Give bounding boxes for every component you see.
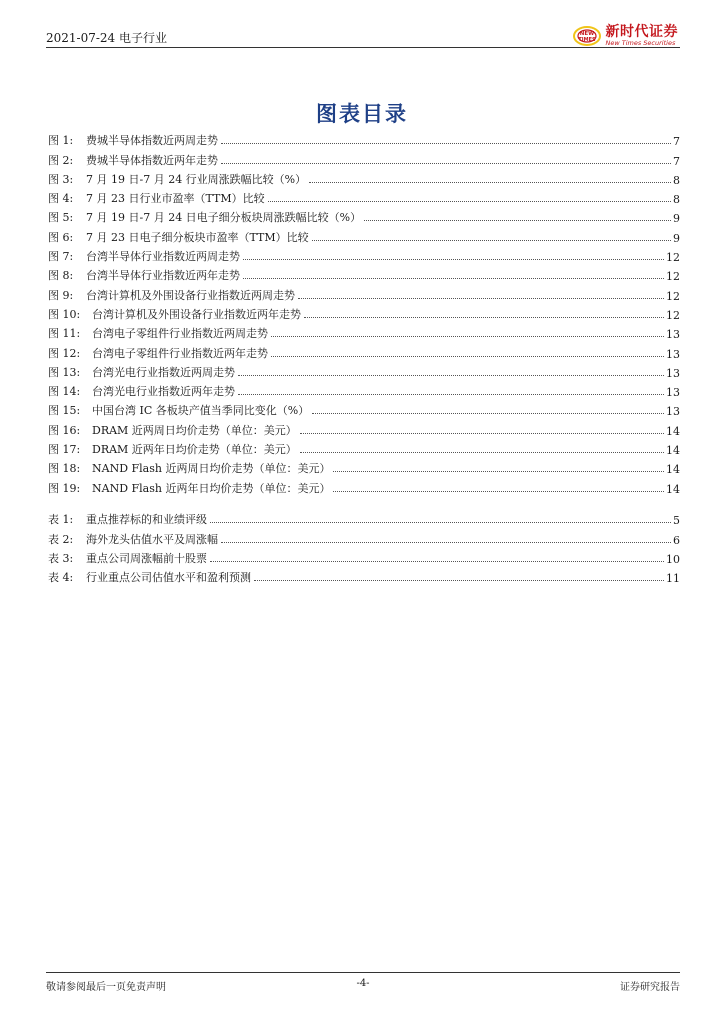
leader-dots <box>300 433 664 434</box>
entry-label: 表 3: <box>48 551 74 565</box>
entry-title: DRAM 近两周日均价走势（单位：美元） <box>92 423 297 437</box>
figure-entry[interactable] <box>48 380 680 399</box>
leader-dots <box>221 143 671 144</box>
entry-label: 图 8: <box>48 269 74 283</box>
figure-list <box>48 129 680 496</box>
entry-page: 14 <box>666 482 680 496</box>
entry-page: 12 <box>666 289 680 303</box>
entry-label: 图 1: <box>48 134 74 148</box>
entry-title: 7 月 23 日行业市盈率（TTM）比较 <box>86 192 265 206</box>
entry-page: 12 <box>666 308 680 322</box>
entry-label: 图 3: <box>48 172 74 186</box>
header-divider <box>46 47 680 48</box>
entry-title: 台湾计算机及外围设备行业指数近两年走势 <box>92 307 301 321</box>
figure-entry[interactable] <box>48 148 680 167</box>
entry-page: 13 <box>666 386 680 400</box>
entry-page: 5 <box>673 514 680 528</box>
report-type: 证券研究报告 <box>620 982 680 993</box>
entry-page: 7 <box>673 135 680 149</box>
entry-label: 图 15: <box>48 404 81 418</box>
entry-page: 12 <box>666 270 680 284</box>
entry-page: 13 <box>666 366 680 380</box>
leader-dots <box>210 522 671 523</box>
entry-page: 8 <box>673 173 680 187</box>
leader-dots <box>221 542 671 543</box>
entry-label: 图 16: <box>48 423 81 437</box>
entry-label: 图 17: <box>48 443 81 457</box>
entry-page: 7 <box>673 154 680 168</box>
page-number: -4- <box>356 978 370 989</box>
footer-divider <box>46 972 680 973</box>
logo-mark-icon <box>572 25 602 47</box>
entry-title: 费城半导体指数近两年走势 <box>86 153 218 167</box>
entry-label: 图 14: <box>48 385 81 399</box>
leader-dots <box>221 163 671 164</box>
logo-english-name: New Times Securities <box>605 39 676 48</box>
entry-title: 台湾电子零组件行业指数近两年走势 <box>92 346 268 360</box>
entry-page: 10 <box>666 552 680 566</box>
leader-dots <box>333 491 664 492</box>
entry-title: 台湾光电行业指数近两周走势 <box>92 365 235 379</box>
entry-page: 13 <box>666 405 680 419</box>
table-entry[interactable] <box>48 508 680 527</box>
entry-page: 9 <box>673 231 680 245</box>
leader-dots <box>271 356 664 357</box>
page-title: 图表目录 <box>316 102 408 126</box>
entry-label: 图 12: <box>48 346 81 360</box>
figure-entry[interactable] <box>48 418 680 437</box>
leader-dots <box>309 182 671 183</box>
entry-page: 14 <box>666 463 680 477</box>
leader-dots <box>312 413 664 414</box>
entry-page: 9 <box>673 212 680 226</box>
figure-entry[interactable] <box>48 476 680 495</box>
entry-page: 6 <box>673 533 680 547</box>
leader-dots <box>243 259 664 260</box>
entry-label: 图 18: <box>48 462 81 476</box>
figure-entry[interactable] <box>48 245 680 264</box>
svg-text:NEW: NEW <box>579 31 594 37</box>
leader-dots <box>238 375 664 376</box>
entry-label: 表 4: <box>48 571 74 585</box>
leader-dots <box>312 240 671 241</box>
disclaimer-note: 敬请参阅最后一页免责声明 <box>46 982 166 993</box>
leader-dots <box>298 298 664 299</box>
page-footer <box>46 978 680 992</box>
table-entry[interactable] <box>48 566 680 585</box>
entry-label: 图 9: <box>48 288 74 302</box>
figure-entry[interactable] <box>48 225 680 244</box>
figure-entry[interactable] <box>48 322 680 341</box>
entry-label: 图 19: <box>48 481 81 495</box>
figure-entry[interactable] <box>48 361 680 380</box>
figure-entry[interactable] <box>48 168 680 187</box>
leader-dots <box>268 201 671 202</box>
entry-page: 13 <box>666 347 680 361</box>
figure-entry[interactable] <box>48 457 680 476</box>
leader-dots <box>243 278 664 279</box>
table-entry[interactable] <box>48 527 680 546</box>
figure-entry[interactable] <box>48 438 680 457</box>
entry-page: 12 <box>666 251 680 265</box>
leader-dots <box>271 336 664 337</box>
figure-entry[interactable] <box>48 341 680 360</box>
entry-page: 11 <box>666 572 680 586</box>
leader-dots <box>238 394 664 395</box>
entry-title: 海外龙头估值水平及周涨幅 <box>86 532 218 546</box>
entry-title: NAND Flash 近两周日均价走势（单位：美元） <box>92 462 331 476</box>
figure-entry[interactable] <box>48 187 680 206</box>
entry-page: 13 <box>666 328 680 342</box>
entry-title: 重点推荐标的和业绩评级 <box>86 513 207 527</box>
leader-dots <box>333 471 664 472</box>
entry-title: 7 月 19 日-7 月 24 行业周涨跌幅比较（%） <box>86 172 307 186</box>
figure-entry[interactable] <box>48 399 680 418</box>
leader-dots <box>254 580 664 581</box>
svg-text:TIMES: TIMES <box>577 37 596 43</box>
entry-label: 表 1: <box>48 513 74 527</box>
leader-dots <box>304 317 664 318</box>
leader-dots <box>210 561 664 562</box>
figure-entry[interactable] <box>48 264 680 283</box>
table-entry[interactable] <box>48 547 680 566</box>
entry-title: DRAM 近两年日均价走势（单位：美元） <box>92 443 297 457</box>
entry-title: 中国台湾 IC 各板块产值当季同比变化（%） <box>92 404 310 418</box>
entry-title: 7 月 23 日电子细分板块市盈率（TTM）比较 <box>86 230 309 244</box>
leader-dots <box>300 452 664 453</box>
entry-label: 图 5: <box>48 211 74 225</box>
figure-entry[interactable] <box>48 206 680 225</box>
entry-title: 台湾电子零组件行业指数近两周走势 <box>92 327 268 341</box>
entry-label: 图 11: <box>48 327 81 341</box>
entry-label: 表 2: <box>48 532 74 546</box>
entry-title: 台湾半导体行业指数近两年走势 <box>86 269 240 283</box>
entry-label: 图 7: <box>48 250 74 264</box>
table-list <box>48 508 680 585</box>
entry-label: 图 10: <box>48 307 81 321</box>
company-logo <box>572 24 679 48</box>
leader-dots <box>364 220 671 221</box>
entry-title: 台湾计算机及外围设备行业指数近两周走势 <box>86 288 295 302</box>
entry-label: 图 6: <box>48 230 74 244</box>
entry-page: 8 <box>673 193 680 207</box>
entry-title: 台湾半导体行业指数近两周走势 <box>86 250 240 264</box>
entry-title: 行业重点公司估值水平和盈利预测 <box>86 571 251 585</box>
entry-title: 台湾光电行业指数近两年走势 <box>92 385 235 399</box>
figure-entry[interactable] <box>48 283 680 302</box>
figure-entry[interactable] <box>48 129 680 148</box>
entry-label: 图 2: <box>48 153 74 167</box>
figure-entry[interactable] <box>48 303 680 322</box>
logo-chinese-name: 新时代证券 <box>605 24 678 41</box>
entry-title: 重点公司周涨幅前十股票 <box>86 551 207 565</box>
entry-title: NAND Flash 近两年日均价走势（单位：美元） <box>92 481 331 495</box>
entry-page: 14 <box>666 444 680 458</box>
entry-label: 图 4: <box>48 192 74 206</box>
entry-page: 14 <box>666 424 680 438</box>
report-date-industry: 2021-07-24 电子行业 <box>46 31 168 45</box>
entry-title: 7 月 19 日-7 月 24 日电子细分板块周涨跌幅比较（%） <box>86 211 362 225</box>
entry-title: 费城半导体指数近两周走势 <box>86 134 218 148</box>
entry-label: 图 13: <box>48 365 81 379</box>
